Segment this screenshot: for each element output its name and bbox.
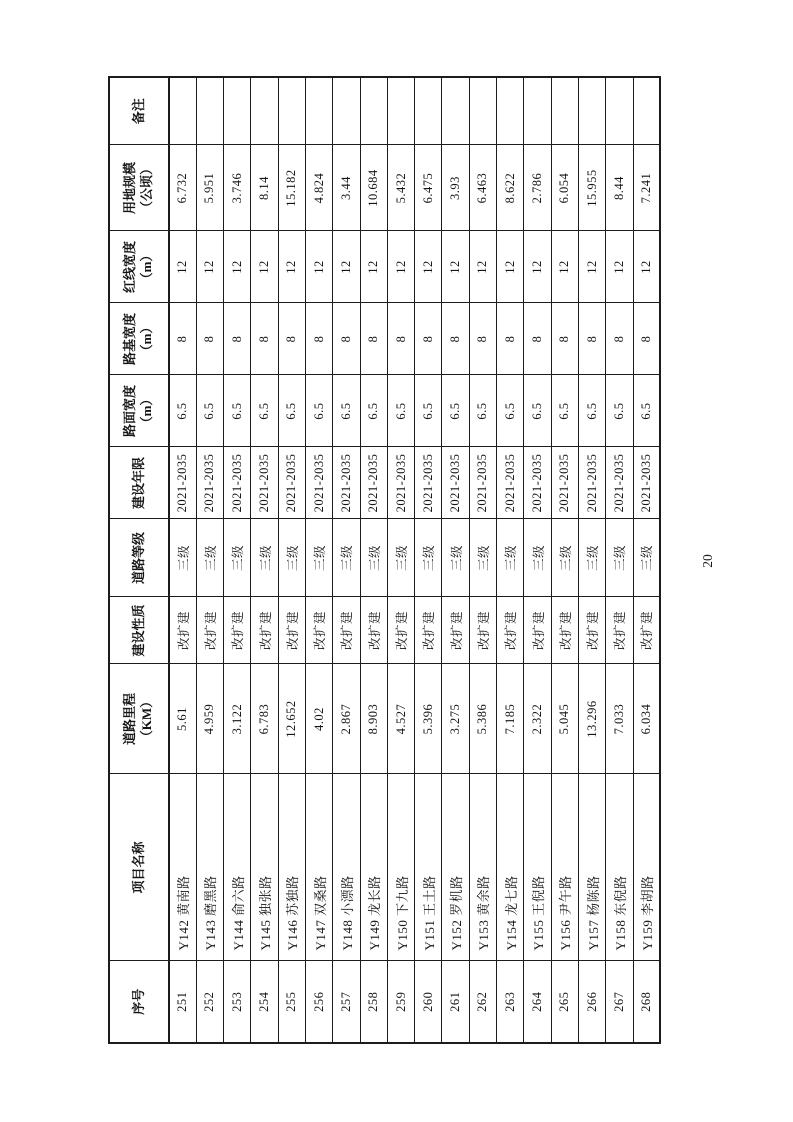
cell-surface: 6.5	[524, 375, 551, 447]
cell-land: 5.432	[387, 145, 414, 231]
table-row	[305, 77, 332, 1043]
cell-mileage: 5.045	[551, 664, 578, 774]
cell-no: 253	[224, 961, 251, 1043]
cell-nature: 改扩建	[578, 597, 605, 664]
header-unit: （公顷）	[139, 162, 154, 215]
cell-mileage: 5.61	[169, 664, 196, 774]
cell-mileage: 13.296	[578, 664, 605, 774]
cell-grade: 三级	[169, 519, 196, 597]
cell-surface: 6.5	[196, 375, 223, 447]
cell-no: 262	[469, 961, 496, 1043]
cell-redline: 12	[333, 231, 360, 303]
road-projects-table	[108, 76, 661, 1044]
cell-subgrade: 8	[360, 303, 387, 375]
cell-redline: 12	[169, 231, 196, 303]
cell-surface: 6.5	[633, 375, 660, 447]
cell-remark	[333, 77, 360, 145]
cell-land: 8.14	[251, 145, 278, 231]
cell-remark	[606, 77, 633, 145]
cell-grade: 三级	[251, 519, 278, 597]
header-label: 项目名称	[130, 841, 146, 894]
cell-years: 2021-2035	[497, 447, 524, 519]
cell-remark	[360, 77, 387, 145]
cell-remark	[224, 77, 251, 145]
cell-remark	[196, 77, 223, 145]
table-row	[169, 77, 196, 1043]
cell-land: 10.684	[360, 145, 387, 231]
cell-redline: 12	[469, 231, 496, 303]
header-construction-nature	[109, 597, 169, 664]
cell-years: 2021-2035	[305, 447, 332, 519]
cell-no: 258	[360, 961, 387, 1043]
cell-no: 254	[251, 961, 278, 1043]
cell-nature: 改扩建	[196, 597, 223, 664]
header-construction-years	[109, 447, 169, 519]
header-serial-number	[109, 961, 169, 1043]
cell-years: 2021-2035	[606, 447, 633, 519]
table-row	[278, 77, 305, 1043]
header-pavement-width	[109, 375, 169, 447]
cell-grade: 三级	[415, 519, 442, 597]
cell-grade: 三级	[387, 519, 414, 597]
cell-no: 255	[278, 961, 305, 1043]
page-number: 20	[700, 554, 715, 568]
cell-surface: 6.5	[551, 375, 578, 447]
header-row	[109, 77, 169, 1043]
cell-land: 6.054	[551, 145, 578, 231]
cell-no: 267	[606, 961, 633, 1043]
cell-name: Y153 黄余路	[469, 774, 496, 961]
cell-redline: 12	[196, 231, 223, 303]
cell-land: 3.746	[224, 145, 251, 231]
cell-land: 3.44	[333, 145, 360, 231]
cell-subgrade: 8	[278, 303, 305, 375]
cell-subgrade: 8	[524, 303, 551, 375]
cell-redline: 12	[278, 231, 305, 303]
cell-name: Y152 罗机路	[442, 774, 469, 961]
cell-years: 2021-2035	[633, 447, 660, 519]
cell-subgrade: 8	[196, 303, 223, 375]
cell-subgrade: 8	[169, 303, 196, 375]
cell-remark	[469, 77, 496, 145]
cell-years: 2021-2035	[278, 447, 305, 519]
cell-name: Y154 龙七路	[497, 774, 524, 961]
cell-remark	[551, 77, 578, 145]
cell-remark	[387, 77, 414, 145]
cell-nature: 改扩建	[606, 597, 633, 664]
cell-years: 2021-2035	[333, 447, 360, 519]
cell-mileage: 12.652	[278, 664, 305, 774]
cell-grade: 三级	[442, 519, 469, 597]
cell-remark	[169, 77, 196, 145]
header-label: 用地规模	[122, 162, 138, 215]
cell-name: Y156 尹午路	[551, 774, 578, 961]
cell-grade: 三级	[278, 519, 305, 597]
header-land-area	[109, 145, 169, 231]
cell-mileage: 2.867	[333, 664, 360, 774]
cell-no: 252	[196, 961, 223, 1043]
cell-grade: 三级	[633, 519, 660, 597]
header-unit: （KM）	[139, 694, 154, 744]
cell-name: Y159 李胡路	[633, 774, 660, 961]
table-row	[551, 77, 578, 1043]
cell-no: 263	[497, 961, 524, 1043]
cell-nature: 改扩建	[469, 597, 496, 664]
cell-redline: 12	[524, 231, 551, 303]
cell-nature: 改扩建	[633, 597, 660, 664]
cell-mileage: 6.034	[633, 664, 660, 774]
cell-name: Y148 小漂路	[333, 774, 360, 961]
table-row	[578, 77, 605, 1043]
header-redline-width	[109, 231, 169, 303]
table-row	[524, 77, 551, 1043]
cell-remark	[415, 77, 442, 145]
cell-mileage: 6.783	[251, 664, 278, 774]
cell-remark	[524, 77, 551, 145]
cell-redline: 12	[442, 231, 469, 303]
cell-subgrade: 8	[497, 303, 524, 375]
cell-mileage: 7.033	[606, 664, 633, 774]
cell-surface: 6.5	[415, 375, 442, 447]
table-row	[251, 77, 278, 1043]
cell-name: Y157 杨陈路	[578, 774, 605, 961]
cell-redline: 12	[578, 231, 605, 303]
cell-mileage: 3.275	[442, 664, 469, 774]
cell-mileage: 5.386	[469, 664, 496, 774]
cell-name: Y143 磨黑路	[196, 774, 223, 961]
cell-redline: 12	[606, 231, 633, 303]
cell-name: Y155 王倪路	[524, 774, 551, 961]
cell-name: Y147 双桑路	[305, 774, 332, 961]
table-body	[169, 77, 660, 1043]
header-label: 路面宽度	[122, 385, 138, 438]
cell-surface: 6.5	[224, 375, 251, 447]
cell-surface: 6.5	[497, 375, 524, 447]
cell-years: 2021-2035	[442, 447, 469, 519]
cell-surface: 6.5	[442, 375, 469, 447]
rotated-table-area	[108, 78, 715, 1044]
cell-nature: 改扩建	[169, 597, 196, 664]
cell-grade: 三级	[551, 519, 578, 597]
cell-name: Y149 龙长路	[360, 774, 387, 961]
cell-land: 7.241	[633, 145, 660, 231]
header-subgrade-width	[109, 303, 169, 375]
header-unit: （m）	[139, 248, 154, 286]
cell-nature: 改扩建	[442, 597, 469, 664]
table-row	[196, 77, 223, 1043]
cell-grade: 三级	[578, 519, 605, 597]
cell-grade: 三级	[524, 519, 551, 597]
header-label: 道路等级	[130, 532, 146, 585]
cell-subgrade: 8	[578, 303, 605, 375]
header-project-name	[109, 774, 169, 961]
cell-nature: 改扩建	[333, 597, 360, 664]
table-row	[333, 77, 360, 1043]
cell-land: 4.824	[305, 145, 332, 231]
cell-no: 266	[578, 961, 605, 1043]
cell-land: 2.786	[524, 145, 551, 231]
cell-redline: 12	[360, 231, 387, 303]
table-row	[606, 77, 633, 1043]
cell-land: 3.93	[442, 145, 469, 231]
cell-years: 2021-2035	[524, 447, 551, 519]
cell-redline: 12	[305, 231, 332, 303]
cell-years: 2021-2035	[415, 447, 442, 519]
cell-years: 2021-2035	[551, 447, 578, 519]
cell-years: 2021-2035	[251, 447, 278, 519]
cell-mileage: 4.527	[387, 664, 414, 774]
cell-subgrade: 8	[333, 303, 360, 375]
cell-remark	[251, 77, 278, 145]
cell-redline: 12	[633, 231, 660, 303]
cell-remark	[578, 77, 605, 145]
cell-name: Y146 苏独路	[278, 774, 305, 961]
cell-grade: 三级	[333, 519, 360, 597]
cell-remark	[633, 77, 660, 145]
cell-subgrade: 8	[633, 303, 660, 375]
cell-mileage: 8.903	[360, 664, 387, 774]
cell-years: 2021-2035	[469, 447, 496, 519]
cell-nature: 改扩建	[387, 597, 414, 664]
table-row	[633, 77, 660, 1043]
cell-land: 8.622	[497, 145, 524, 231]
table-row	[415, 77, 442, 1043]
cell-surface: 6.5	[360, 375, 387, 447]
header-label: 红线宽度	[122, 241, 138, 294]
cell-subgrade: 8	[442, 303, 469, 375]
cell-name: Y150 下九路	[387, 774, 414, 961]
cell-grade: 三级	[224, 519, 251, 597]
cell-years: 2021-2035	[387, 447, 414, 519]
cell-surface: 6.5	[606, 375, 633, 447]
cell-no: 268	[633, 961, 660, 1043]
header-label: 路基宽度	[122, 313, 138, 366]
cell-subgrade: 8	[251, 303, 278, 375]
cell-name: Y158 东倪路	[606, 774, 633, 961]
cell-redline: 12	[415, 231, 442, 303]
cell-remark	[305, 77, 332, 145]
cell-redline: 12	[224, 231, 251, 303]
cell-years: 2021-2035	[578, 447, 605, 519]
cell-surface: 6.5	[469, 375, 496, 447]
header-unit: （m）	[139, 320, 154, 358]
cell-nature: 改扩建	[251, 597, 278, 664]
cell-mileage: 2.322	[524, 664, 551, 774]
cell-land: 15.182	[278, 145, 305, 231]
cell-surface: 6.5	[169, 375, 196, 447]
header-label: 道路里程	[122, 693, 138, 746]
cell-nature: 改扩建	[415, 597, 442, 664]
cell-years: 2021-2035	[196, 447, 223, 519]
cell-no: 251	[169, 961, 196, 1043]
header-unit: （m）	[139, 392, 154, 430]
cell-years: 2021-2035	[360, 447, 387, 519]
cell-nature: 改扩建	[278, 597, 305, 664]
cell-no: 259	[387, 961, 414, 1043]
table-row	[497, 77, 524, 1043]
cell-surface: 6.5	[578, 375, 605, 447]
header-label: 备注	[130, 98, 146, 125]
table-row	[469, 77, 496, 1043]
cell-remark	[278, 77, 305, 145]
cell-remark	[442, 77, 469, 145]
cell-years: 2021-2035	[169, 447, 196, 519]
cell-subgrade: 8	[606, 303, 633, 375]
cell-grade: 三级	[606, 519, 633, 597]
cell-no: 257	[333, 961, 360, 1043]
cell-grade: 三级	[305, 519, 332, 597]
cell-no: 260	[415, 961, 442, 1043]
cell-mileage: 4.959	[196, 664, 223, 774]
table-row	[224, 77, 251, 1043]
cell-land: 6.475	[415, 145, 442, 231]
cell-nature: 改扩建	[497, 597, 524, 664]
cell-subgrade: 8	[415, 303, 442, 375]
cell-nature: 改扩建	[524, 597, 551, 664]
cell-name: Y144 俞六路	[224, 774, 251, 961]
cell-land: 6.732	[169, 145, 196, 231]
cell-nature: 改扩建	[360, 597, 387, 664]
table-row	[360, 77, 387, 1043]
cell-name: Y145 独张路	[251, 774, 278, 961]
cell-surface: 6.5	[305, 375, 332, 447]
cell-surface: 6.5	[387, 375, 414, 447]
cell-redline: 12	[251, 231, 278, 303]
header-label: 建设性质	[130, 604, 146, 657]
cell-subgrade: 8	[305, 303, 332, 375]
cell-surface: 6.5	[333, 375, 360, 447]
header-road-grade	[109, 519, 169, 597]
cell-redline: 12	[551, 231, 578, 303]
table-row	[442, 77, 469, 1043]
cell-no: 256	[305, 961, 332, 1043]
cell-land: 15.955	[578, 145, 605, 231]
table-row	[387, 77, 414, 1043]
cell-remark	[497, 77, 524, 145]
cell-nature: 改扩建	[224, 597, 251, 664]
cell-no: 261	[442, 961, 469, 1043]
cell-no: 264	[524, 961, 551, 1043]
cell-subgrade: 8	[469, 303, 496, 375]
header-label: 建设年限	[130, 457, 146, 510]
header-remarks	[109, 77, 169, 145]
cell-grade: 三级	[469, 519, 496, 597]
cell-nature: 改扩建	[551, 597, 578, 664]
cell-redline: 12	[497, 231, 524, 303]
cell-grade: 三级	[497, 519, 524, 597]
cell-surface: 6.5	[278, 375, 305, 447]
cell-subgrade: 8	[551, 303, 578, 375]
cell-mileage: 3.122	[224, 664, 251, 774]
cell-mileage: 4.02	[305, 664, 332, 774]
cell-redline: 12	[387, 231, 414, 303]
cell-subgrade: 8	[387, 303, 414, 375]
cell-surface: 6.5	[251, 375, 278, 447]
cell-name: Y151 王土路	[415, 774, 442, 961]
cell-nature: 改扩建	[305, 597, 332, 664]
cell-name: Y142 黄南路	[169, 774, 196, 961]
cell-no: 265	[551, 961, 578, 1043]
header-road-mileage	[109, 664, 169, 774]
cell-mileage: 5.396	[415, 664, 442, 774]
cell-subgrade: 8	[224, 303, 251, 375]
cell-land: 8.44	[606, 145, 633, 231]
header-label: 序号	[130, 988, 146, 1015]
cell-grade: 三级	[360, 519, 387, 597]
cell-mileage: 7.185	[497, 664, 524, 774]
cell-grade: 三级	[196, 519, 223, 597]
cell-land: 5.951	[196, 145, 223, 231]
cell-years: 2021-2035	[224, 447, 251, 519]
cell-land: 6.463	[469, 145, 496, 231]
